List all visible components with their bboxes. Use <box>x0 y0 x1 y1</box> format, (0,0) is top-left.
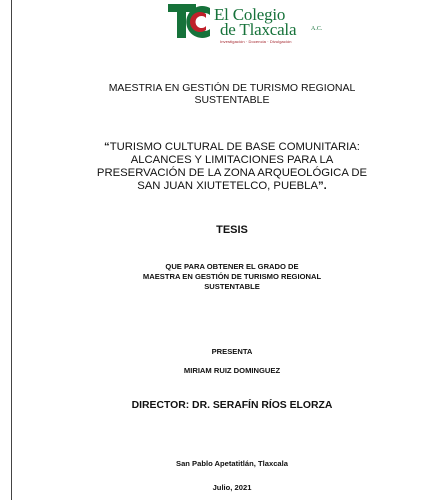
title-line-4: SAN JUAN XIUTETELCO, PUEBLA”. <box>137 180 327 192</box>
degree-statement <box>22 262 442 292</box>
degree-line-1: QUE PARA OBTENER EL GRADO DE <box>165 262 299 271</box>
left-margin-rule <box>11 0 12 500</box>
logo-text-line1: El Colegio <box>214 5 286 24</box>
logo-text-line2: de Tlaxcala <box>220 20 297 39</box>
institution-logo <box>166 2 346 46</box>
logo-tagline: Investigación · Docencia · Divulgación <box>220 39 292 44</box>
program-line-1: MAESTRIA EN GESTIÓN DE TURISMO REGIONAL <box>108 82 356 94</box>
open-quote: “ <box>104 141 110 153</box>
close-quote: ”. <box>318 180 327 192</box>
degree-line-3: SUSTENTABLE <box>204 282 260 291</box>
degree-line-2: MAESTRA EN GESTIÓN DE TURISMO REGIONAL <box>142 272 322 281</box>
presenta-label: PRESENTA <box>211 347 253 356</box>
logo-mark-icon <box>166 2 214 42</box>
date: Julio, 2021 <box>212 483 252 492</box>
logo-suffix: A.C. <box>311 26 323 32</box>
thesis-title <box>22 141 442 193</box>
title-line-1: “TURISMO CULTURAL DE BASE COMUNITARIA: <box>104 141 360 153</box>
author-name: MIRIAM RUIZ DOMINGUEZ <box>183 366 281 375</box>
title-line-3: PRESERVACIÓN DE LA ZONA ARQUEOLÓGICA DE <box>96 167 368 179</box>
title-line-2: ALCANCES Y LIMITACIONES PARA LA <box>130 154 334 166</box>
place: San Pablo Apetatitlán, Tlaxcala <box>176 459 288 468</box>
program-line-2: SUSTENTABLE <box>194 94 270 106</box>
document-type: TESIS <box>216 224 248 236</box>
program-name <box>22 82 442 106</box>
director-name: DIRECTOR: DR. SERAFÍN RÍOS ELORZA <box>131 400 333 411</box>
